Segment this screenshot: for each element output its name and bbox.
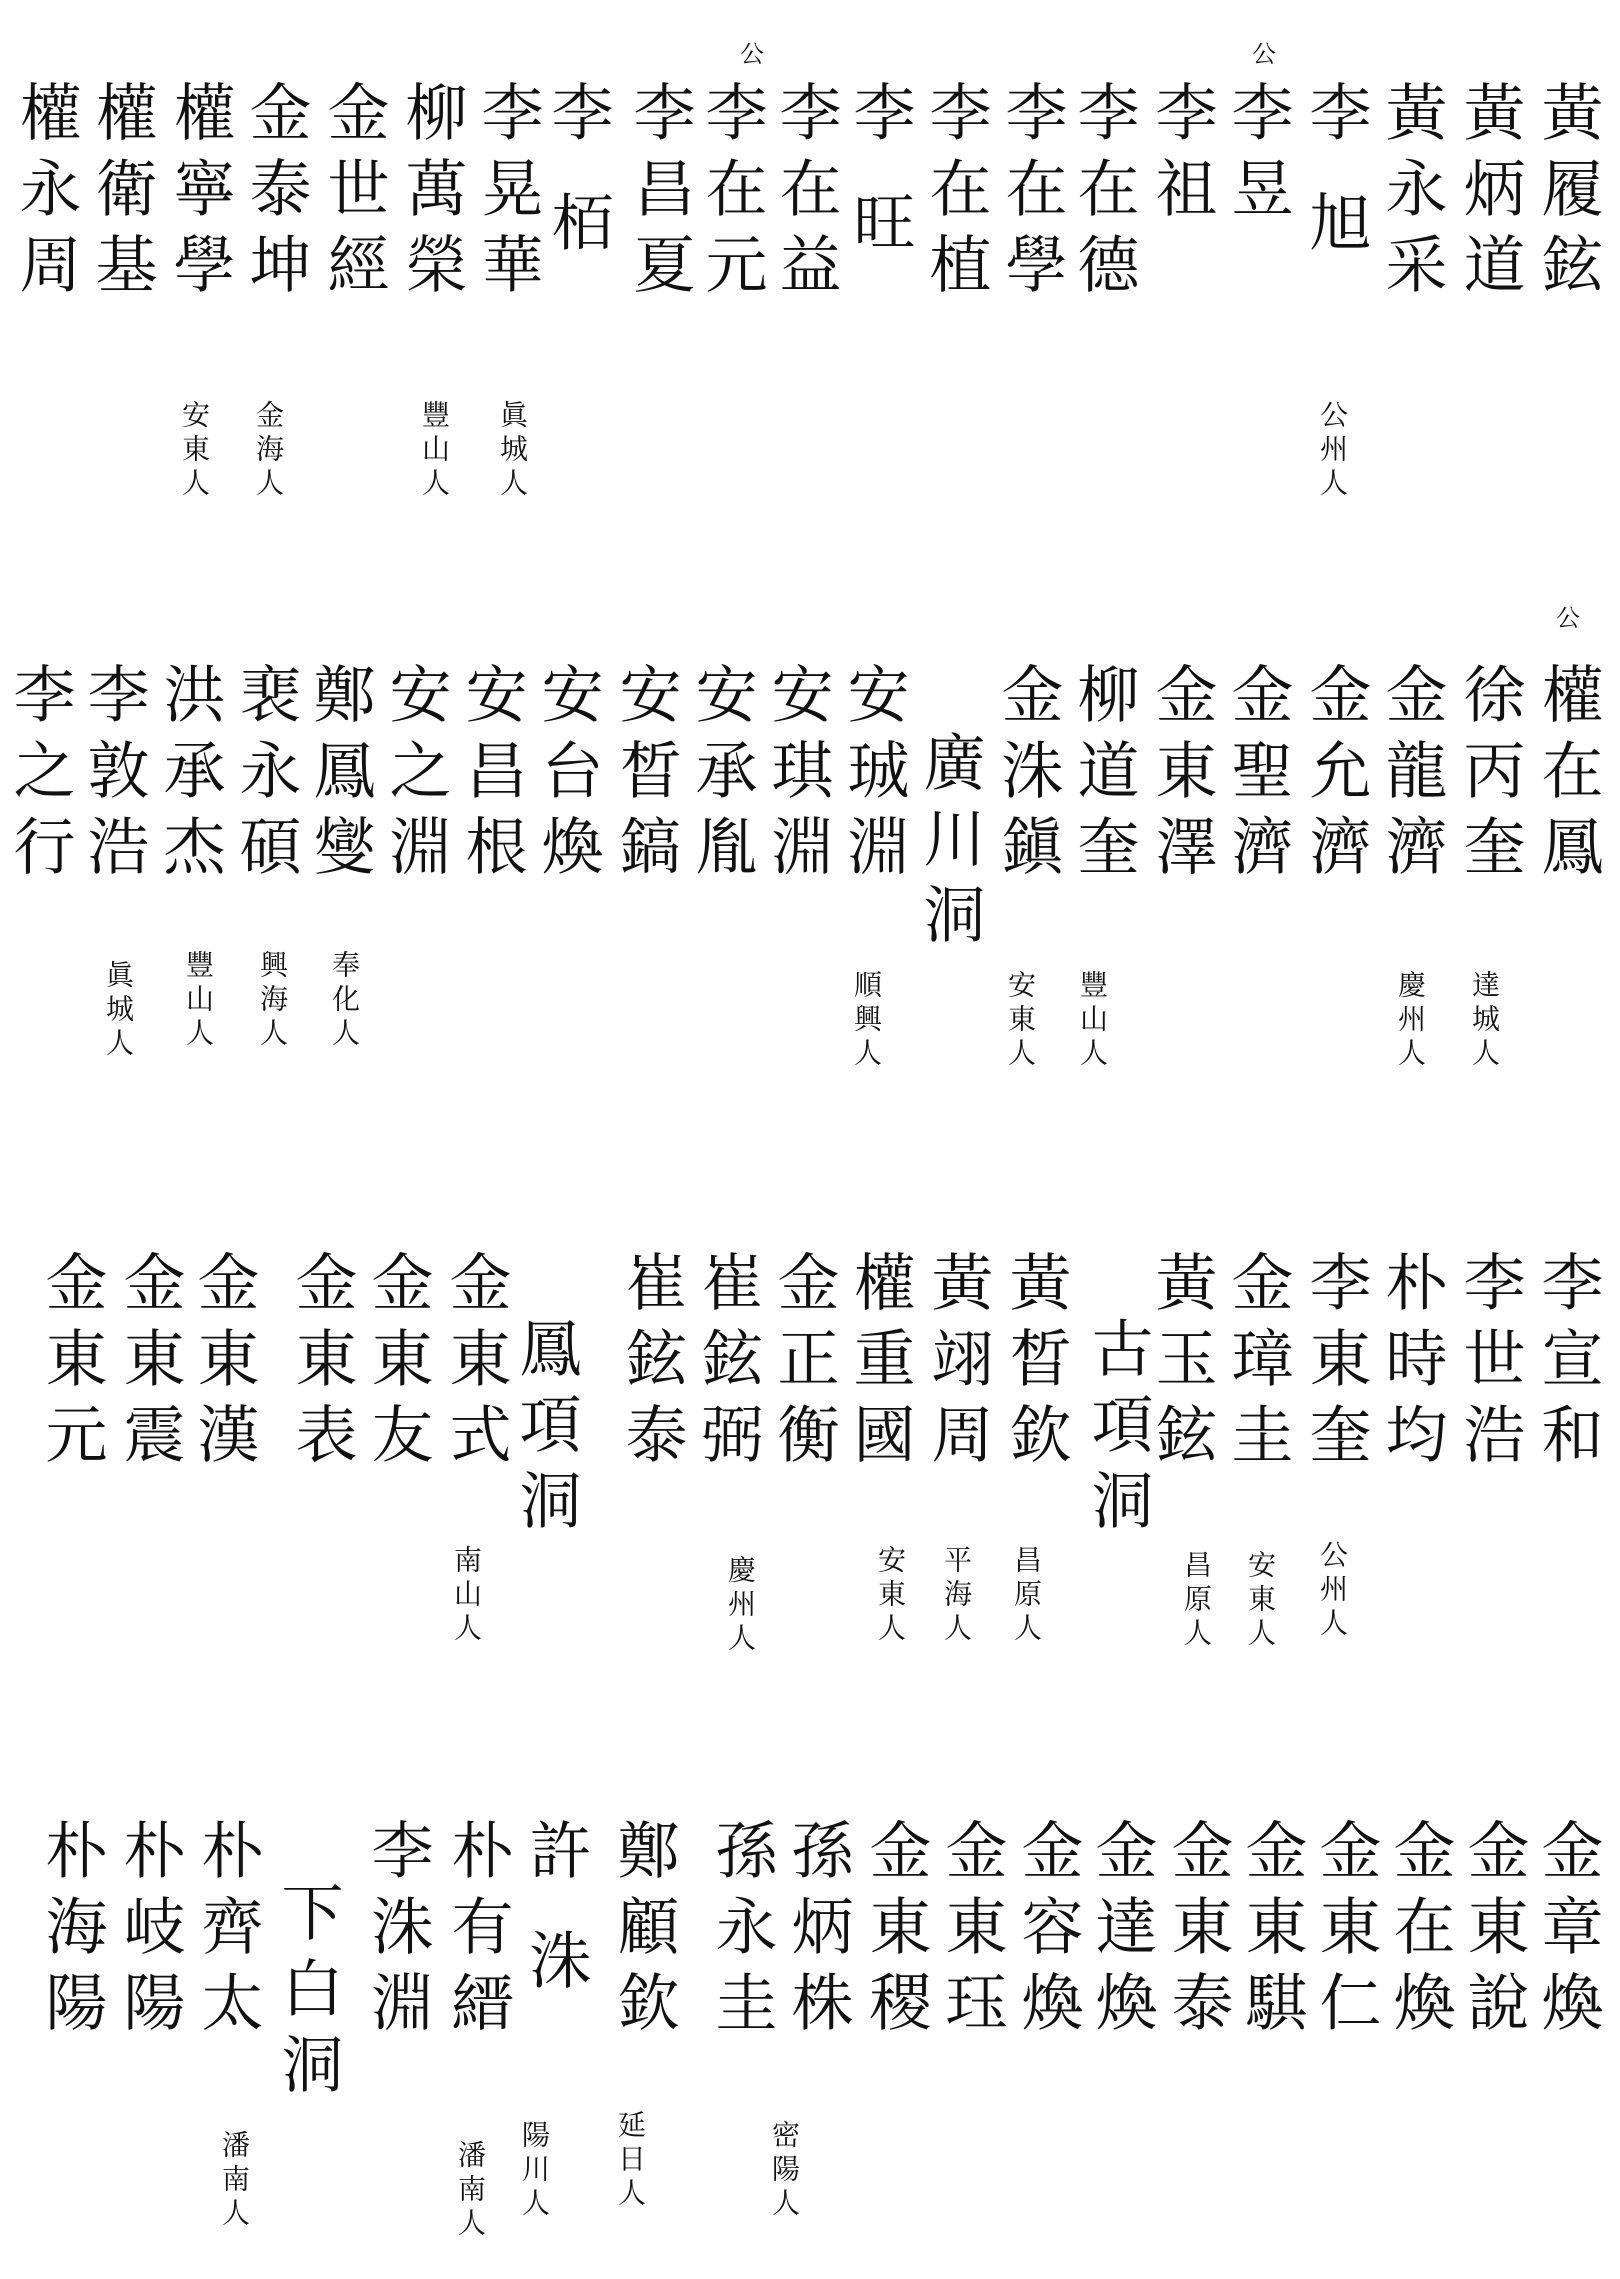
name-column: 李在植 <box>919 80 992 308</box>
origin-note: 豐山人 <box>418 400 451 502</box>
name-column: 金東澤 <box>1145 662 1218 890</box>
name-column: 洪承杰 <box>153 662 226 890</box>
name-column: 李敦浩 <box>77 662 150 890</box>
name-column: 朴時均 <box>1375 1250 1448 1478</box>
name-column: 朴岐陽 <box>113 1818 186 2046</box>
name-column: 黃翊周 <box>921 1250 994 1478</box>
name-column: 安承胤 <box>685 662 758 890</box>
name-column: 金東表 <box>285 1250 358 1478</box>
name-column: 李世浩 <box>1453 1250 1526 1478</box>
origin-note: 陽川人 <box>518 2120 551 2222</box>
name-column: 孫永圭 <box>705 1818 778 2046</box>
name-column: 安琪淵 <box>761 662 834 890</box>
name-column: 孫炳株 <box>781 1818 854 2046</box>
name-column: 柳道奎 <box>1067 662 1140 890</box>
origin-note: 南山人 <box>450 1545 483 1647</box>
origin-note: 安東人 <box>178 400 211 502</box>
origin-note: 豐山人 <box>182 950 215 1052</box>
name-column: 權寧學 <box>163 80 236 308</box>
mark: 公 <box>1252 40 1276 68</box>
origin-note: 眞城人 <box>102 960 135 1062</box>
name-column: 李在德 <box>1067 80 1140 308</box>
name-column: 朴齊太 <box>191 1818 264 2046</box>
origin-note: 公州人 <box>1316 1540 1349 1642</box>
origin-note: 達城人 <box>1468 970 1501 1072</box>
origin-note: 潘南人 <box>218 2130 251 2232</box>
mark: 公 <box>1556 604 1580 632</box>
mark: 公 <box>740 40 764 68</box>
name-column: 李晃華 <box>471 80 544 308</box>
name-column: 李 栢 <box>541 80 614 266</box>
name-column: 金東仁 <box>1309 1818 1382 2046</box>
origin-note: 順興人 <box>850 970 883 1072</box>
origin-note: 金海人 <box>252 400 285 502</box>
village-heading: 廣川洞 <box>913 730 986 958</box>
origin-note: 昌原人 <box>1180 1550 1213 1652</box>
origin-note: 平海人 <box>940 1545 973 1647</box>
name-column: 柳萬榮 <box>395 80 468 308</box>
name-column: 朴有縉 <box>441 1818 514 2046</box>
name-column: 李在元 <box>695 80 768 308</box>
name-column: 黃履鉉 <box>1531 80 1604 308</box>
name-column: 金正衡 <box>767 1250 840 1478</box>
origin-note: 豐山人 <box>1076 970 1109 1072</box>
name-column: 裵永碩 <box>229 662 302 890</box>
name-column: 金東騏 <box>1235 1818 1308 2046</box>
name-column: 金在煥 <box>1383 1818 1456 2046</box>
origin-note: 昌原人 <box>1010 1545 1043 1647</box>
name-column: 金聖濟 <box>1221 662 1294 890</box>
name-column: 金東友 <box>361 1250 434 1478</box>
name-column: 金東元 <box>35 1250 108 1478</box>
name-column: 金允濟 <box>1299 662 1372 890</box>
name-column: 金東震 <box>113 1250 186 1478</box>
origin-note: 慶州人 <box>1394 970 1427 1072</box>
origin-note: 密陽人 <box>768 2120 801 2222</box>
village-heading: 下白洞 <box>271 1880 344 2108</box>
name-column: 金達煥 <box>1085 1818 1158 2046</box>
name-column: 金東漢 <box>187 1250 260 1478</box>
name-column: 黃永采 <box>1375 80 1448 308</box>
origin-note: 慶州人 <box>724 1555 757 1657</box>
name-column: 朴海陽 <box>35 1818 108 2046</box>
name-column: 權永周 <box>9 80 82 308</box>
origin-note: 奉化人 <box>328 950 361 1052</box>
name-column: 權衛基 <box>85 80 158 308</box>
name-column: 李之行 <box>3 662 76 890</box>
name-column: 金章煥 <box>1531 1818 1604 2046</box>
name-column: 金東泰 <box>1161 1818 1234 2046</box>
origin-note: 眞城人 <box>496 400 529 502</box>
name-column: 李在學 <box>995 80 1068 308</box>
name-column: 李宣和 <box>1531 1250 1604 1478</box>
name-column: 安珹淵 <box>837 662 910 890</box>
name-column: 金世經 <box>317 80 390 308</box>
name-column: 李在益 <box>769 80 842 308</box>
name-column: 李 旭 <box>1299 80 1372 266</box>
name-column: 權重國 <box>843 1250 916 1478</box>
name-column: 安台煥 <box>531 662 604 890</box>
name-column: 徐丙奎 <box>1453 662 1526 890</box>
name-column: 金泰坤 <box>239 80 312 308</box>
name-column: 權在鳳 <box>1531 662 1604 890</box>
name-column: 黃炳道 <box>1453 80 1526 308</box>
village-heading: 鳳項洞 <box>509 1316 582 1544</box>
name-column: 崔鉉泰 <box>615 1250 688 1478</box>
name-column: 金洙鎭 <box>991 662 1064 890</box>
name-column: 金東珏 <box>935 1818 1008 2046</box>
origin-note: 安東人 <box>1244 1550 1277 1652</box>
origin-note: 延日人 <box>614 2110 647 2212</box>
name-column: 鄭鳳燮 <box>303 662 376 890</box>
name-column: 安昌根 <box>455 662 528 890</box>
name-column: 李東奎 <box>1299 1250 1372 1478</box>
name-column: 許 洙 <box>519 1818 592 2004</box>
name-column: 黃玉鉉 <box>1145 1250 1218 1478</box>
name-column: 金東稷 <box>859 1818 932 2046</box>
origin-note: 安東人 <box>874 1545 907 1647</box>
name-column: 李祖 <box>1145 80 1218 232</box>
name-column: 黃晳欽 <box>999 1250 1072 1478</box>
name-column: 李昌夏 <box>623 80 696 308</box>
name-column: 金容煥 <box>1011 1818 1084 2046</box>
name-column: 李 旺 <box>843 80 916 266</box>
name-column: 金璋圭 <box>1221 1250 1294 1478</box>
village-heading: 古項洞 <box>1081 1316 1154 1544</box>
name-column: 李昱 <box>1221 80 1294 232</box>
origin-note: 公州人 <box>1316 400 1349 502</box>
origin-note: 潘南人 <box>454 2140 487 2242</box>
origin-note: 安東人 <box>1004 970 1037 1072</box>
name-column: 金龍濟 <box>1375 662 1448 890</box>
name-column: 鄭顧欽 <box>607 1818 680 2046</box>
name-column: 安晳鎬 <box>609 662 682 890</box>
name-column: 金東說 <box>1457 1818 1530 2046</box>
name-column: 崔鉉弼 <box>691 1250 764 1478</box>
name-column: 金東式 <box>439 1250 512 1478</box>
origin-note: 興海人 <box>256 950 289 1052</box>
name-column: 李洙淵 <box>361 1818 434 2046</box>
name-column: 安之淵 <box>379 662 452 890</box>
